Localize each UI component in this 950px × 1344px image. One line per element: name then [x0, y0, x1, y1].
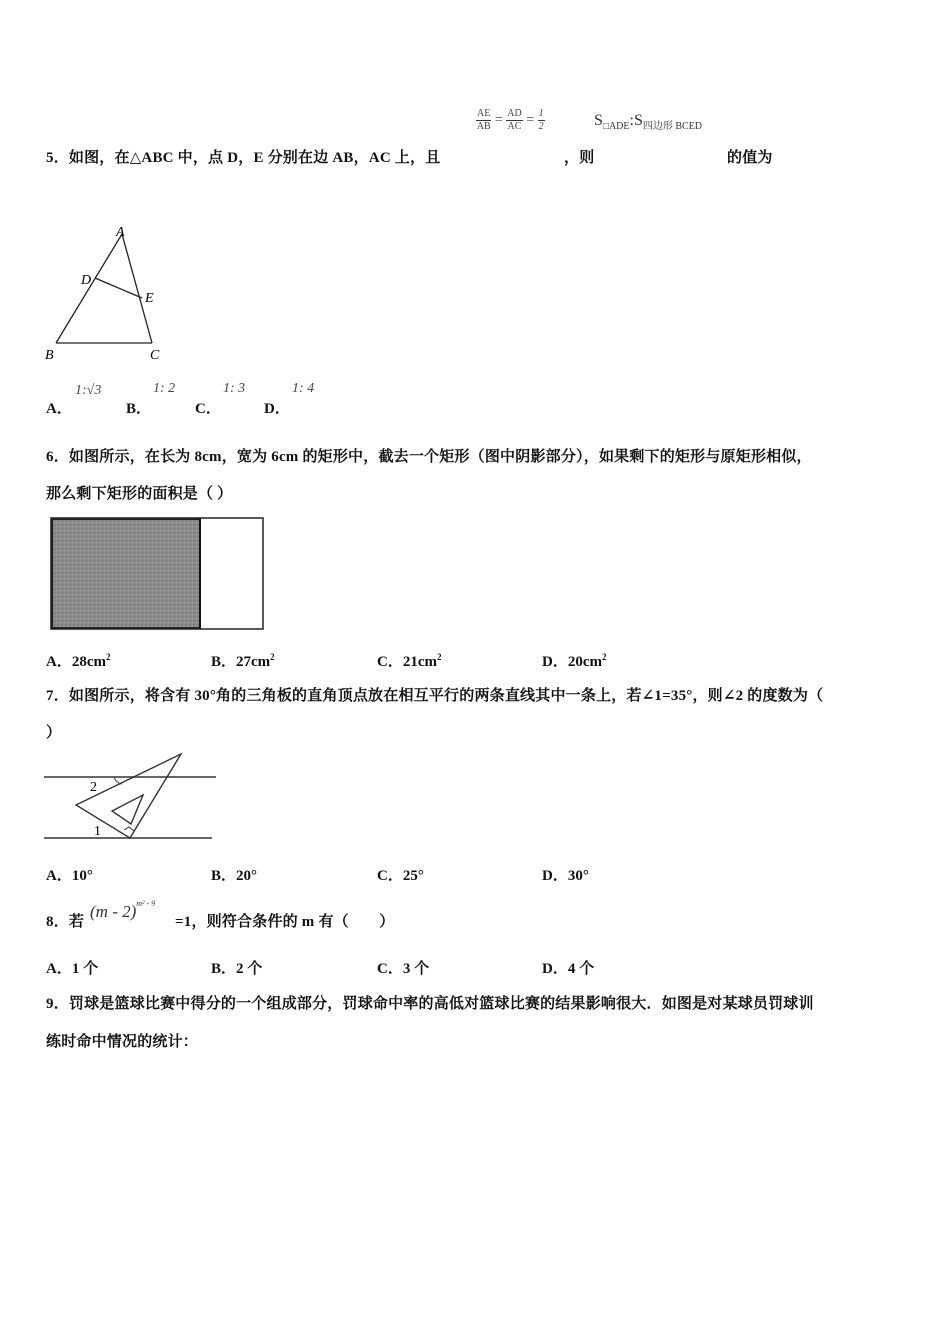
q8-option-a	[46, 957, 98, 978]
option-letter: D．	[542, 868, 568, 884]
q6-option-d	[542, 650, 607, 671]
area-symbol: S	[633, 112, 643, 129]
q6-option-a	[46, 650, 111, 671]
q6-option-b	[211, 650, 275, 671]
q5-option-d-letter: D．	[264, 401, 290, 417]
q5-triangle-figure	[40, 222, 170, 367]
option-letter: B．	[211, 868, 237, 884]
option-letter: D．	[542, 654, 568, 670]
equals-sign: =	[494, 112, 503, 128]
option-value: 30°	[567, 868, 589, 884]
q7-option-a	[46, 864, 93, 885]
option-value: 3 个	[402, 961, 430, 977]
option-exponent: 2	[602, 652, 607, 662]
option-value: 21cm	[402, 654, 437, 670]
power-base: (m - 2)	[90, 902, 137, 921]
q7-line-2: ）	[46, 725, 62, 741]
q6-line-1: 6．如图所示，在长为 8cm，宽为 6cm 的矩形中，截去一个矩形（图中阴影部分），如果剩下的矩形与原矩形相似，	[46, 449, 812, 465]
q5-option-b-letter: B．	[126, 401, 152, 417]
angle-label-1: 1	[94, 824, 101, 839]
option-letter: B．	[211, 654, 237, 670]
q5-option-c-value: 1: 3	[223, 381, 246, 396]
option-value: 20°	[236, 868, 258, 884]
q5-option-a-letter: A．	[46, 401, 72, 417]
option-value: 1 个	[71, 961, 99, 977]
option-value: 20cm	[567, 654, 602, 670]
fraction-one-half	[538, 108, 545, 133]
option-value: 4 个	[567, 961, 595, 977]
q5-option-c-letter: C．	[195, 401, 221, 417]
label-b: B	[45, 348, 54, 363]
option-letter: A．	[46, 961, 72, 977]
set-square-outer	[76, 754, 181, 838]
side-ac	[122, 234, 152, 343]
label-c: C	[150, 348, 160, 363]
fraction-denominator: AC	[507, 121, 522, 132]
area-subscript: 四边形 BCED	[642, 121, 703, 133]
label-e: E	[145, 291, 154, 306]
side-ab	[56, 234, 122, 343]
ratio-colon: :	[629, 112, 634, 129]
fraction-numerator: 1	[538, 108, 544, 119]
option-value: 27cm	[236, 654, 271, 670]
q8-suffix: =1，则符合条件的 m 有（ ）	[175, 914, 395, 930]
area-symbol: S	[594, 112, 603, 129]
q5-text-tail: 的值为	[727, 150, 773, 166]
q5-option-d-value: 1: 4	[292, 381, 315, 396]
right-angle-mark	[124, 827, 134, 831]
q7-option-c	[377, 864, 424, 885]
q6-rectangle-figure	[50, 516, 272, 634]
option-value: 28cm	[71, 654, 106, 670]
q7-set-square-figure	[44, 750, 219, 845]
option-letter: D．	[542, 961, 568, 977]
area-subscript: □ADE	[602, 121, 630, 133]
option-value: 25°	[402, 868, 424, 884]
q8-prefix: 8．若	[46, 914, 85, 930]
q8-option-b	[211, 957, 262, 978]
q7-line-1: 7．如图所示，将含有 30°角的三角板的直角顶点放在相互平行的两条直线其中一条上，若∠1=35°，则∠2 的度数为（	[46, 688, 824, 704]
label-d: D	[81, 273, 92, 288]
q5-area-formula	[594, 112, 702, 132]
q9-line-1: 9．罚球是篮球比赛中得分的一个组成部分，罚球命中率的高低对篮球比赛的结果影响很大．如图是对某球员罚球训	[46, 996, 814, 1012]
equals-sign: =	[526, 112, 535, 128]
option-exponent: 2	[437, 652, 442, 662]
fraction-numerator: AD	[507, 108, 522, 119]
q5-text-then: ，则	[564, 150, 595, 166]
q5-option-a-value: 1:√3	[75, 383, 102, 398]
option-letter: C．	[377, 961, 403, 977]
fraction-ae-ab	[476, 108, 491, 133]
option-letter: C．	[377, 654, 403, 670]
label-a: A	[116, 225, 125, 240]
angle-label-2: 2	[90, 780, 97, 795]
q8-power-expression	[90, 899, 156, 922]
q5-option-b-value: 1: 2	[153, 381, 176, 396]
option-exponent: 2	[106, 652, 111, 662]
q7-option-d	[542, 864, 589, 885]
option-exponent: 2	[270, 652, 275, 662]
q5-text: 5．如图，在△ABC 中，点 D，E 分别在边 AB，AC 上，且	[46, 150, 441, 166]
q9-line-2: 练时命中情况的统计：	[46, 1034, 199, 1050]
q6-line-2: 那么剩下矩形的面积是（ ）	[46, 486, 233, 502]
q5-ratio-formula	[476, 108, 545, 133]
fraction-ad-ac	[506, 108, 522, 133]
option-letter: C．	[377, 868, 403, 884]
fraction-numerator: AE	[477, 108, 491, 119]
q7-option-b	[211, 864, 257, 885]
option-letter: B．	[211, 961, 237, 977]
q8-option-c	[377, 957, 429, 978]
fraction-denominator: AB	[476, 121, 491, 132]
shaded-cutout	[52, 519, 200, 628]
q6-option-c	[377, 650, 442, 671]
option-value: 2 个	[236, 961, 263, 977]
set-square-inner	[112, 795, 143, 824]
fraction-denominator: 2	[538, 121, 544, 132]
option-value: 10°	[71, 868, 93, 884]
q8-option-d	[542, 957, 594, 978]
power-exponent: m² - 9	[136, 899, 156, 909]
option-letter: A．	[46, 654, 72, 670]
option-letter: A．	[46, 868, 72, 884]
